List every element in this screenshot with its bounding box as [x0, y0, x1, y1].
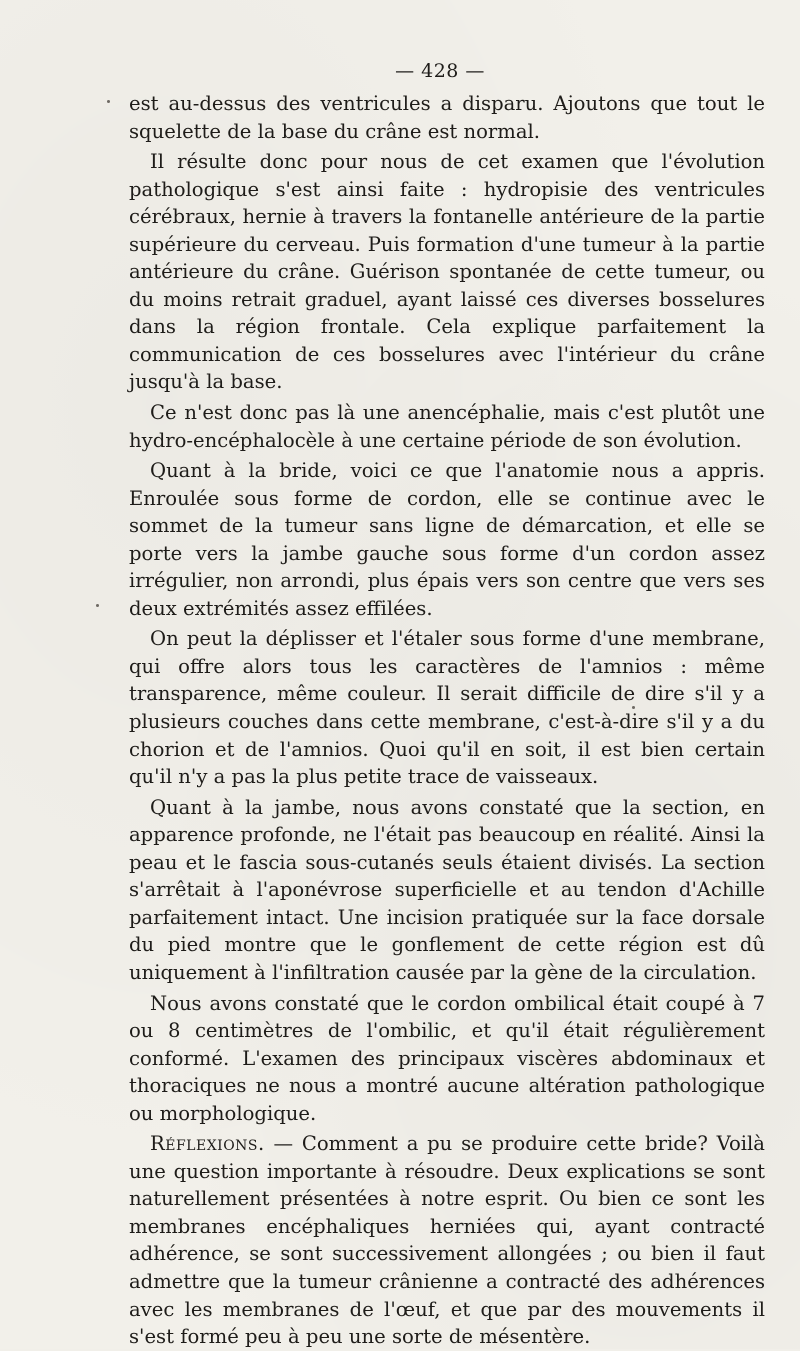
paper-speck [96, 604, 99, 607]
paragraph-4: Quant à la bride, voici ce que l'anatomie nous a appris. Enroulée sous forme de cordon, elle se continue avec le sommet de la tumeur sans ligne de démarcation, et elle se porte vers la jambe gauche sous forme d'un cordon assez irrégulier, non arrondi, plus épais vers son centre que vers ses deux extrémités assez effilées. [129, 459, 765, 620]
paragraph-5: On peut la déplisser et l'étaler sous forme d'une membrane, qui offre alors tous les caractères de l'amnios : même transparence, même couleur. Il serait difficile de dire s'il y a plusieurs couches dans cette membrane, c'est-à-dire s'il y a du chorion et de l'amnios. Quoi qu'il en soit, il est bien certain qu'il n'y a pas la plus petite trace de vaisseaux. [129, 627, 765, 789]
paragraph-3: Ce n'est donc pas là une anencéphalie, mais c'est plutôt une hydro-encéphalocèle à une certaine période de son évolution. [129, 401, 765, 452]
paragraph-6: Quant à la jambe, nous avons constaté que la section, en apparence profonde, ne l'était pas beaucoup en réalité. Ainsi la peau et le fascia sous-cutanés seuls étaient divisés. La section s'arrêtait à l'aponévrose superficielle et au tendon d'Achille parfaitement intact. Une incision pratiquée sur la face dorsale du pied montre que le gonflement de cette région est dû uniquement à l'infiltration causée par la gène de la circulation. [129, 795, 765, 984]
page-number: — 428 — [395, 60, 485, 82]
reflexions-heading: Réflexions. [150, 1132, 265, 1156]
paper-speck [632, 706, 635, 709]
paragraph-1: est au-dessus des ventricules a disparu. Ajoutons que tout le squelette de la base du crâne est normal. [129, 92, 765, 143]
reflexions-text: — Comment a pu se produire cette bride? Voilà une question importante à résoudre. Deux explications se sont naturellement présentées à notre esprit. Ou bien ce sont les membranes encéphaliques herniées qui, ayant contracté adhérence, se sont successivement allongées ; ou bien il faut admettre que la tumeur crânienne a contracté des adhérences avec les membranes de l'œuf, et que par des mouvements il s'est formé peu à peu une sorte de mésentère. [129, 1132, 765, 1349]
paragraph-2: Il résulte donc pour nous de cet examen que l'évolution pathologique s'est ainsi faite : hydropisie des ventricules cérébraux, hernie à travers la fontanelle antérieure de la partie supérieure du cerveau. Puis formation d'une tumeur à la partie antérieure du crâne. Guérison spontanée de cette tumeur, ou du moins retrait graduel, ayant laissé ces diverses bosselures dans la région frontale. Cela explique parfaitement la communication de ces bosselures avec l'intérieur du crâne jusqu'à la base. [129, 150, 765, 394]
paragraph-reflexions [129, 1130, 765, 1350]
paragraph-7: Nous avons constaté que le cordon ombilical était coupé à 7 ou 8 centimètres de l'ombilic, et qu'il était régulièrement conformé. L'examen des principaux viscères abdominaux et thoraciques ne nous a montré aucune altération pathologique ou morphologique. [129, 991, 765, 1125]
body-text [129, 90, 765, 1351]
paper-speck [107, 100, 110, 103]
